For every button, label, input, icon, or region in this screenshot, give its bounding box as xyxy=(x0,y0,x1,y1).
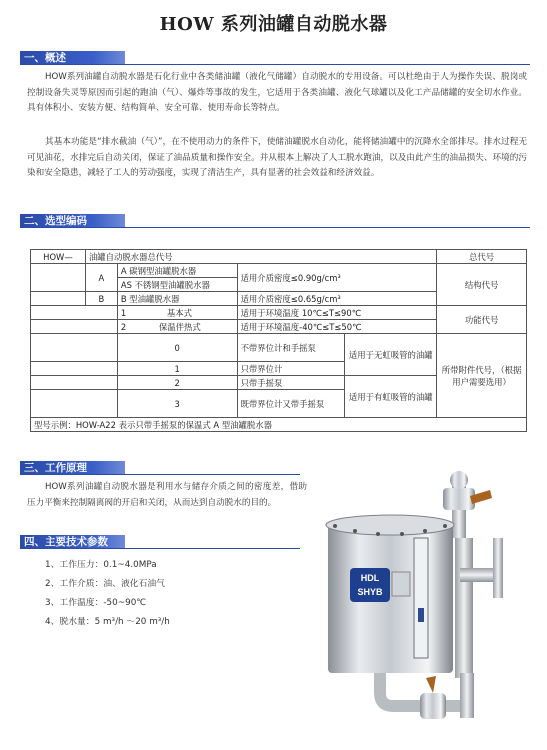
cell-accessory-code: 所带附件代号，（根据用户需要选用） xyxy=(437,334,527,418)
section-divider xyxy=(20,548,300,549)
dehydrator-device-image xyxy=(310,468,515,730)
pump-handle xyxy=(493,538,503,598)
cell-general-code: 总代号 xyxy=(437,250,527,264)
cell-b-density: 适用介质密度≤0.65g/cm³ xyxy=(237,292,437,306)
cell-f1-code: 1 xyxy=(120,307,127,318)
valve-cap xyxy=(450,471,468,489)
level-gauge xyxy=(414,538,428,658)
logo-text-1: HDL xyxy=(360,573,380,583)
logo-text-2: SHYB xyxy=(357,587,383,597)
bottom-valve-handle xyxy=(426,676,436,693)
cell-f2-code: 2 xyxy=(120,321,127,332)
side-pipe xyxy=(455,538,473,678)
bottom-valve xyxy=(420,693,446,719)
cell-structure-code: 结构代号 xyxy=(437,264,527,306)
section-divider xyxy=(20,474,300,475)
cell-o2-code: 2 xyxy=(117,376,237,390)
parameter-list xyxy=(45,556,170,632)
top-valve xyxy=(443,488,475,510)
section-divider xyxy=(20,64,530,65)
cell-o3: 既带界位计又带手摇泵 xyxy=(237,390,345,418)
section-heading-selection: 二、选型编码 xyxy=(20,214,125,228)
level-indicator xyxy=(418,608,424,622)
nameplate xyxy=(392,572,410,596)
cell-o1: 只带界位计 xyxy=(237,362,345,376)
cell-o3-code: 3 xyxy=(117,390,237,418)
cell-a1: A 碳钢型油罐脱水器 xyxy=(117,264,237,278)
drain-pipe xyxy=(460,673,474,718)
cell-function-code: 功能代号 xyxy=(437,306,527,334)
tank-top-flange xyxy=(326,515,454,535)
cell-o0-code: 0 xyxy=(117,334,237,362)
section-heading-overview: 一、概述 xyxy=(20,51,125,65)
param-medium: 2、工作介质：油、液化石油气 xyxy=(45,579,165,589)
overview-paragraph-1: HOW系列油罐自动脱水器是石化行业中各类储油罐（液化气储罐）自动脱水的专用设备。可以杜绝由于人为操作失误、脱岗或控制设备失灵等原因而引起的跑油（气）、爆炸等事故的发生，它适用于各类油罐、液化气球罐以及化工产品储罐的安全切水作业。具有体积小、安装方便、结构简单、安全可靠、使用寿命长等特点。 xyxy=(27,72,527,114)
cell-no-siphon: 适用于无虹吸管的油罐 xyxy=(345,334,437,376)
tank-body xyxy=(328,523,453,673)
param-flow: 4、脱水量：5 m³/h ～20 m³/h xyxy=(45,617,170,627)
cell-o0: 不带界位计和手摇泵 xyxy=(237,334,345,362)
section-heading-principle: 三、工作原理 xyxy=(20,461,125,475)
overview-paragraph-2: 其基本功能是“排水截油（气）”，在不使用动力的条件下，使储油罐脱水自动化，能将储油罐中的沉降水全部排尽。排水过程无可见油花，水排完后自动关闭，保证了油品质量和操作安全。并从根本上解决了人工脱水跑油，以及由此产生的油品损失、环境的污染和安全隐患，减轻了工人的劳动强度，实现了清洁生产，具有显著的社会效益和经济效益。 xyxy=(27,137,527,179)
pump-arm xyxy=(460,568,498,582)
cell-general-code-label: 油罐自动脱水器总代号 xyxy=(85,250,436,264)
cell-f2-temp: 适用于环境温度-40℃≤T≤50℃ xyxy=(237,320,437,334)
page-title: HOW 系列油罐自动脱水器 xyxy=(159,14,388,35)
cell-f1: 基本式 xyxy=(166,307,192,318)
param-pressure: 1、工作压力：0.1~4.0MPa xyxy=(45,560,157,570)
cell-siphon: 适用于有虹吸管的油罐 xyxy=(345,376,437,418)
cell-a-code: A xyxy=(85,264,117,292)
cell-b-code: B xyxy=(85,292,117,306)
cell-o1-code: 1 xyxy=(117,362,237,376)
selection-code-table xyxy=(30,249,527,432)
cell-o2: 只带手摇泵 xyxy=(237,376,345,390)
cell-a-density: 适用介质密度≤0.90g/cm³ xyxy=(237,264,437,292)
principle-paragraph: HOW系列油罐自动脱水器是利用水与储存介质之间的密度差，借助压力平衡来控制隔离阀的开启和关闭，从而达到自动脱水的目的。 xyxy=(27,482,307,508)
cell-f1-temp: 适用于环境温度 10℃≤T≤90℃ xyxy=(237,306,437,320)
cell-a2: AS 不锈钢型油罐脱水器 xyxy=(117,278,237,292)
cell-b1: B 型油罐脱水器 xyxy=(117,292,237,306)
section-divider xyxy=(20,227,530,228)
cell-f2: 保温伴热式 xyxy=(158,321,201,332)
cell-model-example: 型号示例：HOW-A22 表示只带手摇泵的保温式 A 型油罐脱水器 xyxy=(31,418,527,432)
param-temperature: 3、工作温度：-50~90℃ xyxy=(45,598,147,608)
cell-how-prefix: HOW— xyxy=(31,250,86,264)
section-heading-parameters: 四、主要技术参数 xyxy=(20,535,125,549)
